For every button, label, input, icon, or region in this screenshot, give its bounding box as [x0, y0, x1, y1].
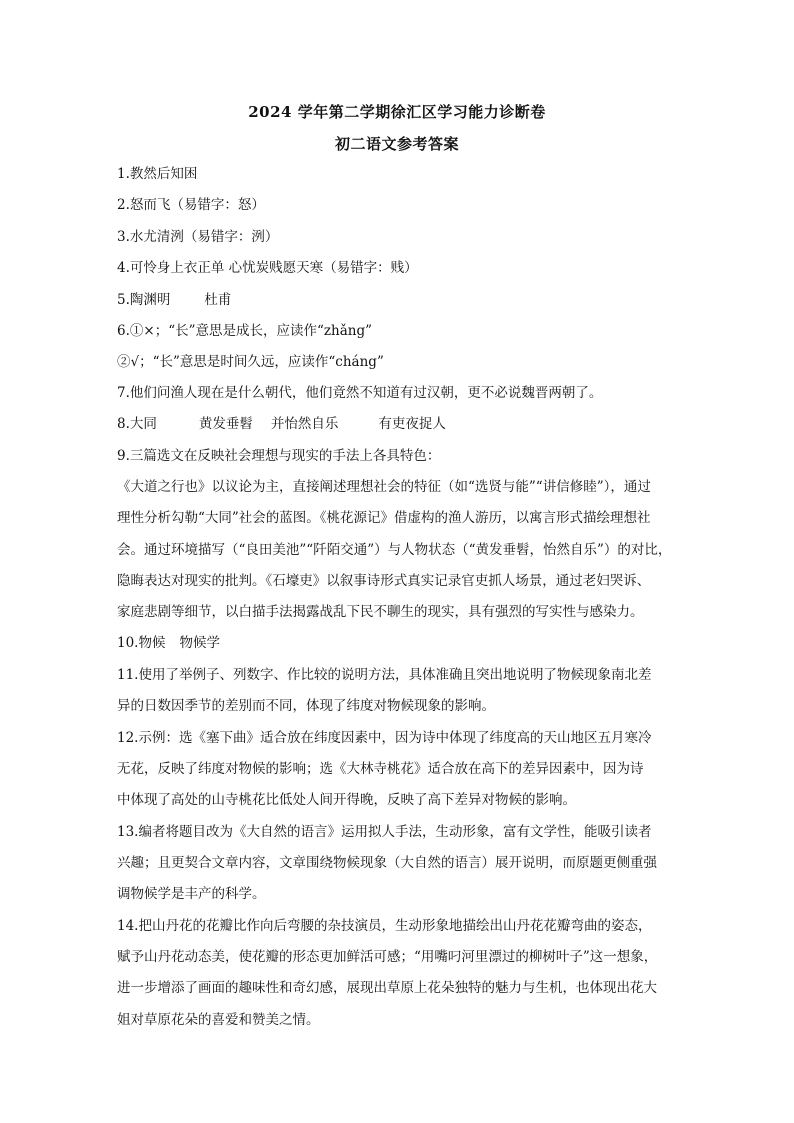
answer-12-line: 12.示例：选《塞下曲》适合放在纬度因素中，因为诗中体现了纬度高的天山地区五月寒冷	[117, 730, 652, 746]
answer-12-line: 中体现了高处的山寺桃花比低处人间开得晚，反映了高下差异对物候的影响。	[117, 792, 576, 808]
answer-10-b: 物候学	[179, 635, 220, 651]
answer-14-line: 14.把山丹花的花瓣比作向后弯腰的杂技演员，生动形象地描绘出山丹花花瓣弯曲的姿态，	[117, 918, 652, 934]
answer-13-line: 调物候学是丰产的科学。	[117, 886, 266, 902]
answer-6-1: 6.①×；“长”意思是成长，应读作“zhǎng”	[117, 323, 372, 339]
answer-5	[117, 291, 231, 309]
answer-7: 7.他们问渔人现在是什么朝代，他们竟然不知道有过汉朝，更不必说魏晋两朝了。	[117, 385, 603, 401]
answer-10-a: 10.物候	[117, 635, 166, 651]
answer-9-line: 会。通过环境描写（“良田美池”“阡陌交通”）与人物状态（“黄发垂髫，怡然自乐”）的对比，	[117, 542, 672, 558]
answer-9-intro: 9.三篇选文在反映社会理想与现实的手法上各具特色：	[117, 448, 441, 464]
answer-6-2: ②√；“长”意思是时间久远，应读作“cháng”	[117, 354, 384, 370]
answer-4: 4.可怜身上衣正单 心忧炭贱愿天寒（易错字：贱）	[117, 260, 418, 276]
answer-9-line: 家庭悲剧等细节，以白描手法揭露战乱下民不聊生的现实，具有强烈的写实性与感染力。	[117, 604, 644, 620]
answer-8-d: 有吏夜捉人	[378, 416, 446, 432]
answer-14-line: 进一步增添了画面的趣味性和奇幻感，展现出草原上花朵独特的魅力与生机，也体现出花大	[117, 980, 657, 996]
answer-5-b: 杜甫	[204, 292, 232, 308]
answer-13-line: 13.编者将题目改为《大自然的语言》运用拟人手法，生动形象，富有文学性，能吸引读者	[117, 824, 652, 840]
answer-3: 3.水尤清洌（易错字：洌）	[117, 229, 279, 245]
answer-9-line: 理性分析勾勒“大同”社会的蓝图。《桃花源记》借虚构的渔人游历，以寓言形式描绘理想社	[117, 510, 651, 526]
answer-10	[117, 634, 220, 652]
answer-12-line: 无花，反映了纬度对物候的影响；选《大林寺桃花》适合放在高下的差异因素中，因为诗	[117, 761, 644, 777]
answer-5-a: 5.陶渊明	[117, 292, 171, 308]
answer-9-line: 隐晦表达对现实的批判。《石壕吏》以叙事诗形式真实记录官吏抓人场景，通过老妇哭诉、	[117, 573, 651, 589]
answer-11-line: 异的日数因季节的差别而不同，体现了纬度对物候现象的影响。	[117, 698, 495, 714]
answer-14-line: 赋予山丹花动态美，使花瓣的形态更加鲜活可感；“用嘴叼河里漂过的柳树叶子”这一想象，	[117, 949, 658, 965]
answer-14-line: 姐对草原花朵的喜爱和赞美之情。	[117, 1012, 320, 1028]
answer-11-line: 11.使用了举例子、列数字、作比较的说明方法，具体准确且突出地说明了物候现象南北差	[117, 667, 652, 683]
answer-13-line: 兴趣；且更契合文章内容，文章围绕物候现象（大自然的语言）展开说明，而原题更侧重强	[117, 855, 657, 871]
document-title: 2024 学年第二学期徐汇区学习能力诊断卷	[248, 103, 546, 121]
answer-9-line: 《大道之行也》以议论为主，直接阐述理想社会的特征（如“选贤与能”“讲信修睦”），通过	[117, 479, 651, 495]
answer-8	[117, 415, 446, 433]
answer-8-c: 并怡然自乐	[270, 416, 339, 432]
document-subtitle: 初二语文参考答案	[334, 135, 459, 153]
answer-8-a: 8.大同	[117, 416, 157, 432]
answer-8-b: 黄发垂髫	[198, 416, 253, 432]
answer-2: 2.怒而飞（易错字：怒）	[117, 197, 265, 213]
answer-1: 1.教然后知困	[117, 166, 198, 182]
